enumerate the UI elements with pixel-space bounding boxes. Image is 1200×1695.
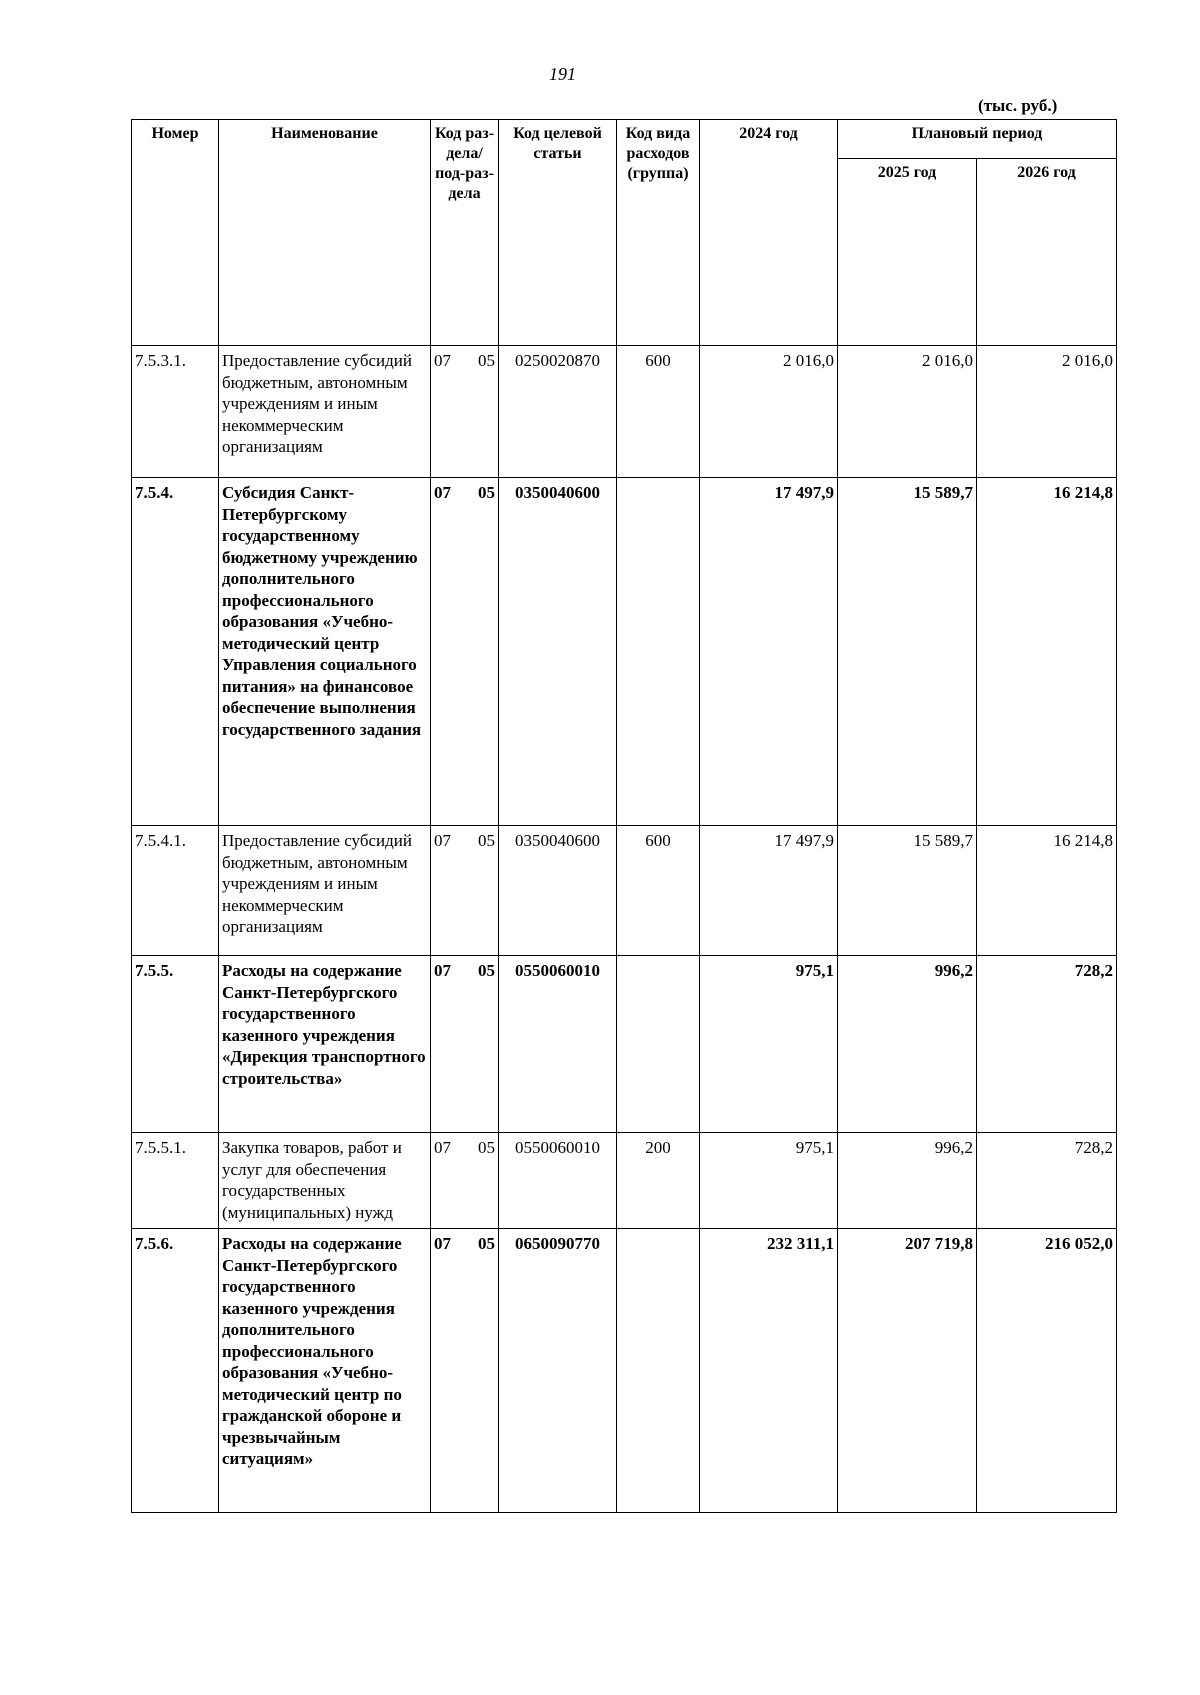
row-amount-2024: 975,1 — [700, 956, 838, 1133]
row-amount-2026: 728,2 — [977, 956, 1117, 1133]
header-planned-period: Плановый период — [838, 120, 1117, 159]
row-amount-2025: 207 719,8 — [838, 1229, 977, 1513]
row-subsection: 05 — [478, 831, 495, 850]
row-amount-2026: 2 016,0 — [977, 346, 1117, 478]
row-name: Субсидия Санкт-Петербургскому государственному бюджетному учреждению дополнительного профессионального образования «Учебно-методический центр Управления социального питания» на финансовое обеспечение выполнения государственного задания — [219, 478, 431, 826]
header-target-code: Код целевой статьи — [499, 120, 617, 346]
header-section-code: Код раз-дела/ под-раз-дела — [431, 120, 499, 346]
table-row — [132, 478, 1117, 826]
row-amount-2026: 728,2 — [977, 1133, 1117, 1229]
row-section: 07 — [434, 961, 451, 980]
row-expense-type: 600 — [617, 826, 700, 956]
row-section-code — [431, 1133, 499, 1229]
table-row — [132, 956, 1117, 1133]
row-target-code: 0650090770 — [499, 1229, 617, 1513]
row-section: 07 — [434, 1234, 451, 1253]
row-section-code — [431, 826, 499, 956]
table-row — [132, 826, 1117, 956]
row-expense-type — [617, 956, 700, 1133]
row-name: Закупка товаров, работ и услуг для обеспечения государственных (муниципальных) нужд — [219, 1133, 431, 1229]
row-target-code: 0250020870 — [499, 346, 617, 478]
row-number: 7.5.5. — [132, 956, 219, 1133]
row-amount-2024: 2 016,0 — [700, 346, 838, 478]
row-expense-type — [617, 1229, 700, 1513]
row-amount-2025: 996,2 — [838, 1133, 977, 1229]
table-row — [132, 1133, 1117, 1229]
row-amount-2025: 2 016,0 — [838, 346, 977, 478]
row-target-code: 0350040600 — [499, 478, 617, 826]
row-amount-2024: 17 497,9 — [700, 478, 838, 826]
header-name: Наименование — [219, 120, 431, 346]
row-amount-2025: 15 589,7 — [838, 478, 977, 826]
table-header — [132, 120, 1117, 346]
row-amount-2026: 16 214,8 — [977, 826, 1117, 956]
table-row — [132, 346, 1117, 478]
row-subsection: 05 — [478, 1138, 495, 1157]
row-subsection: 05 — [478, 961, 495, 980]
row-number: 7.5.4. — [132, 478, 219, 826]
row-amount-2025: 996,2 — [838, 956, 977, 1133]
row-section-code — [431, 478, 499, 826]
row-number: 7.5.6. — [132, 1229, 219, 1513]
row-amount-2025: 15 589,7 — [838, 826, 977, 956]
header-expense-type: Код вида расходов (группа) — [617, 120, 700, 346]
row-name: Предоставление субсидий бюджетным, автономным учреждениям и иным некоммерческим организациям — [219, 346, 431, 478]
row-section-code — [431, 1229, 499, 1513]
row-subsection: 05 — [478, 351, 495, 370]
row-section: 07 — [434, 1138, 451, 1157]
row-amount-2024: 975,1 — [700, 1133, 838, 1229]
table-body — [132, 346, 1117, 1513]
row-amount-2024: 17 497,9 — [700, 826, 838, 956]
table-row — [132, 1229, 1117, 1513]
row-subsection: 05 — [478, 1234, 495, 1253]
row-name: Предоставление субсидий бюджетным, автономным учреждениям и иным некоммерческим организациям — [219, 826, 431, 956]
row-number: 7.5.3.1. — [132, 346, 219, 478]
row-name: Расходы на содержание Санкт-Петербургского государственного казенного учреждения дополнительного профессионального образования «Учебно-методический центр по гражданской обороне и чрезвычайным ситуациям» — [219, 1229, 431, 1513]
row-expense-type: 600 — [617, 346, 700, 478]
header-year-2024: 2024 год — [700, 120, 838, 346]
header-year-2025: 2025 год — [838, 159, 977, 346]
row-amount-2026: 16 214,8 — [977, 478, 1117, 826]
row-section: 07 — [434, 483, 451, 502]
budget-table — [131, 119, 1117, 1513]
row-section: 07 — [434, 351, 451, 370]
unit-label: (тыс. руб.) — [978, 96, 1058, 115]
header-number: Номер — [132, 120, 219, 346]
row-expense-type — [617, 478, 700, 826]
row-subsection: 05 — [478, 483, 495, 502]
page-number: 191 — [549, 64, 576, 84]
row-target-code: 0550060010 — [499, 1133, 617, 1229]
row-section-code — [431, 346, 499, 478]
row-target-code: 0350040600 — [499, 826, 617, 956]
row-amount-2026: 216 052,0 — [977, 1229, 1117, 1513]
row-name: Расходы на содержание Санкт-Петербургского государственного казенного учреждения «Дирекция транспортного строительства» — [219, 956, 431, 1133]
row-amount-2024: 232 311,1 — [700, 1229, 838, 1513]
row-section: 07 — [434, 831, 451, 850]
row-section-code — [431, 956, 499, 1133]
header-year-2026: 2026 год — [977, 159, 1117, 346]
row-target-code: 0550060010 — [499, 956, 617, 1133]
row-expense-type: 200 — [617, 1133, 700, 1229]
row-number: 7.5.4.1. — [132, 826, 219, 956]
row-number: 7.5.5.1. — [132, 1133, 219, 1229]
